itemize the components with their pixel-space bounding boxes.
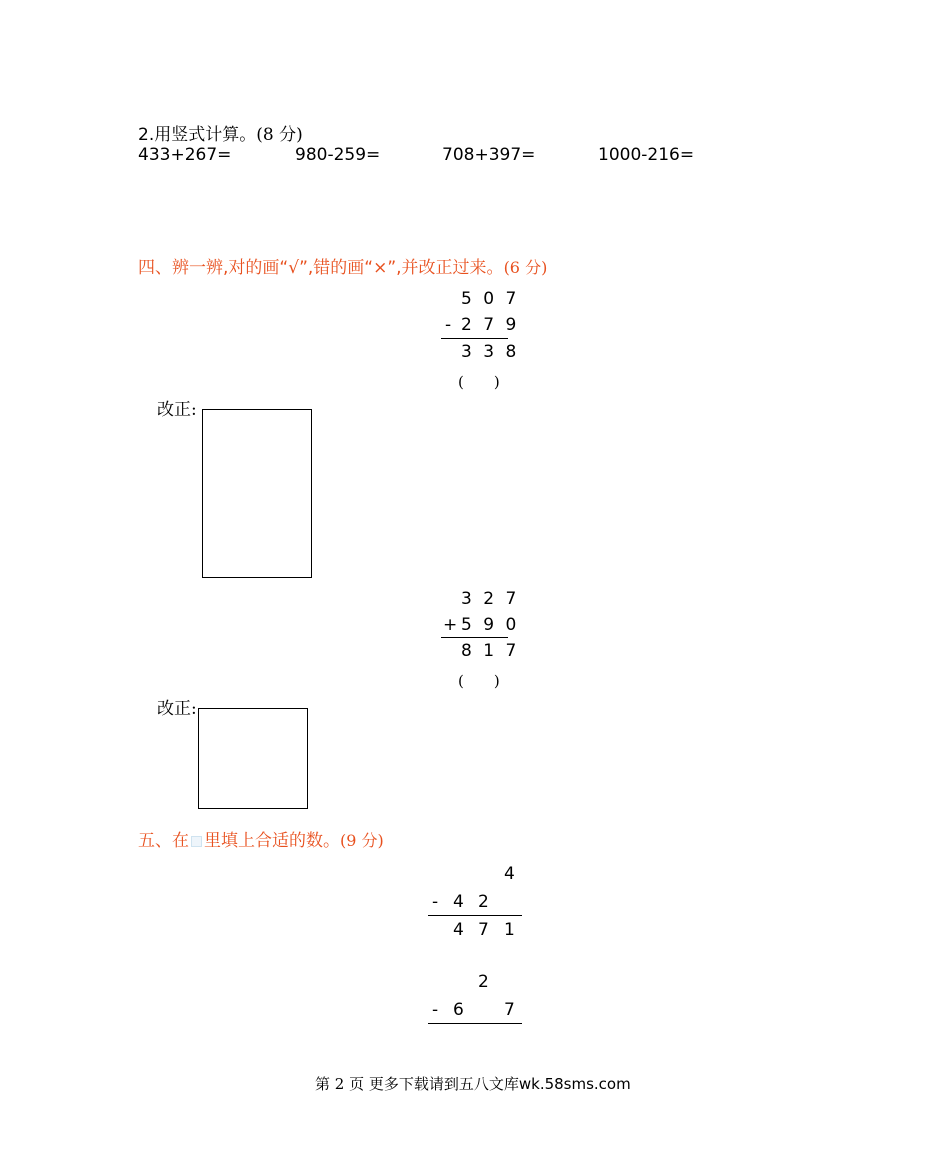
problem-3: 708+397= <box>442 145 536 165</box>
check-mark-icon: √ <box>288 258 300 278</box>
digit: 6 <box>453 1000 464 1020</box>
page-footer <box>315 1073 631 1094</box>
blank-square-icon <box>191 836 202 847</box>
section-2-number: 2. <box>138 125 155 145</box>
vertical-second-number: 5 9 0 <box>461 615 520 635</box>
correction-label: 改正: <box>157 699 197 719</box>
section-2-score: (8 分) <box>256 125 303 145</box>
section-5-heading-prefix: 五、在 <box>138 831 189 851</box>
vertical-result: 8 1 7 <box>461 641 520 661</box>
section-5-heading <box>138 826 384 851</box>
vertical-operator: + <box>443 615 461 635</box>
problem-4: 1000-216= <box>598 145 695 165</box>
digit: 4 <box>453 920 464 940</box>
footer-page-text: 第 2 页 更多下载请到五八文库 <box>315 1075 519 1093</box>
section-5-score: (9 分) <box>340 831 384 850</box>
vertical-top-number: 3 2 7 <box>461 589 520 609</box>
section-2-text: 用竖式计算。 <box>154 125 257 145</box>
vertical-top-number: 5 0 7 <box>461 289 520 309</box>
digit: 4 <box>504 864 515 884</box>
vertical-second-number: 2 7 9 <box>461 315 520 335</box>
digit: 4 <box>453 892 464 912</box>
digit: 2 <box>478 892 489 912</box>
answer-parens: ( ) <box>458 373 500 391</box>
problem-1: 433+267= <box>138 145 232 165</box>
cross-mark-icon: × <box>373 258 388 278</box>
vertical-operator: - <box>445 315 455 335</box>
sum-line <box>441 637 508 638</box>
section-4-heading-prefix: 四、辨一辨,对的画“ <box>138 258 289 278</box>
correction-box[interactable] <box>202 409 312 578</box>
sum-line <box>441 338 508 339</box>
footer-site-link[interactable]: wk.58sms.com <box>518 1075 631 1093</box>
answer-parens: ( ) <box>458 672 500 690</box>
section-5-heading-suffix: 里填上合适的数。 <box>204 831 340 851</box>
digit: 7 <box>478 920 489 940</box>
vertical-operator: - <box>432 1000 439 1020</box>
problem-2: 980-259= <box>295 145 381 165</box>
section-4-score: (6 分) <box>503 258 548 277</box>
difference-line <box>428 1023 522 1024</box>
section-4-heading <box>138 253 547 278</box>
difference-line <box>428 915 522 916</box>
vertical-result: 3 3 8 <box>461 342 520 362</box>
digit: 7 <box>504 1000 515 1020</box>
correction-label: 改正: <box>157 400 197 420</box>
digit: 2 <box>478 972 489 992</box>
correction-box[interactable] <box>198 708 308 809</box>
section-4-heading-mid: ”,错的画“ <box>299 258 374 278</box>
vertical-operator: - <box>432 892 439 912</box>
digit: 1 <box>504 920 515 940</box>
section-4-heading-suffix: ”,并改正过来。 <box>387 258 504 278</box>
section-2-title <box>138 120 303 145</box>
